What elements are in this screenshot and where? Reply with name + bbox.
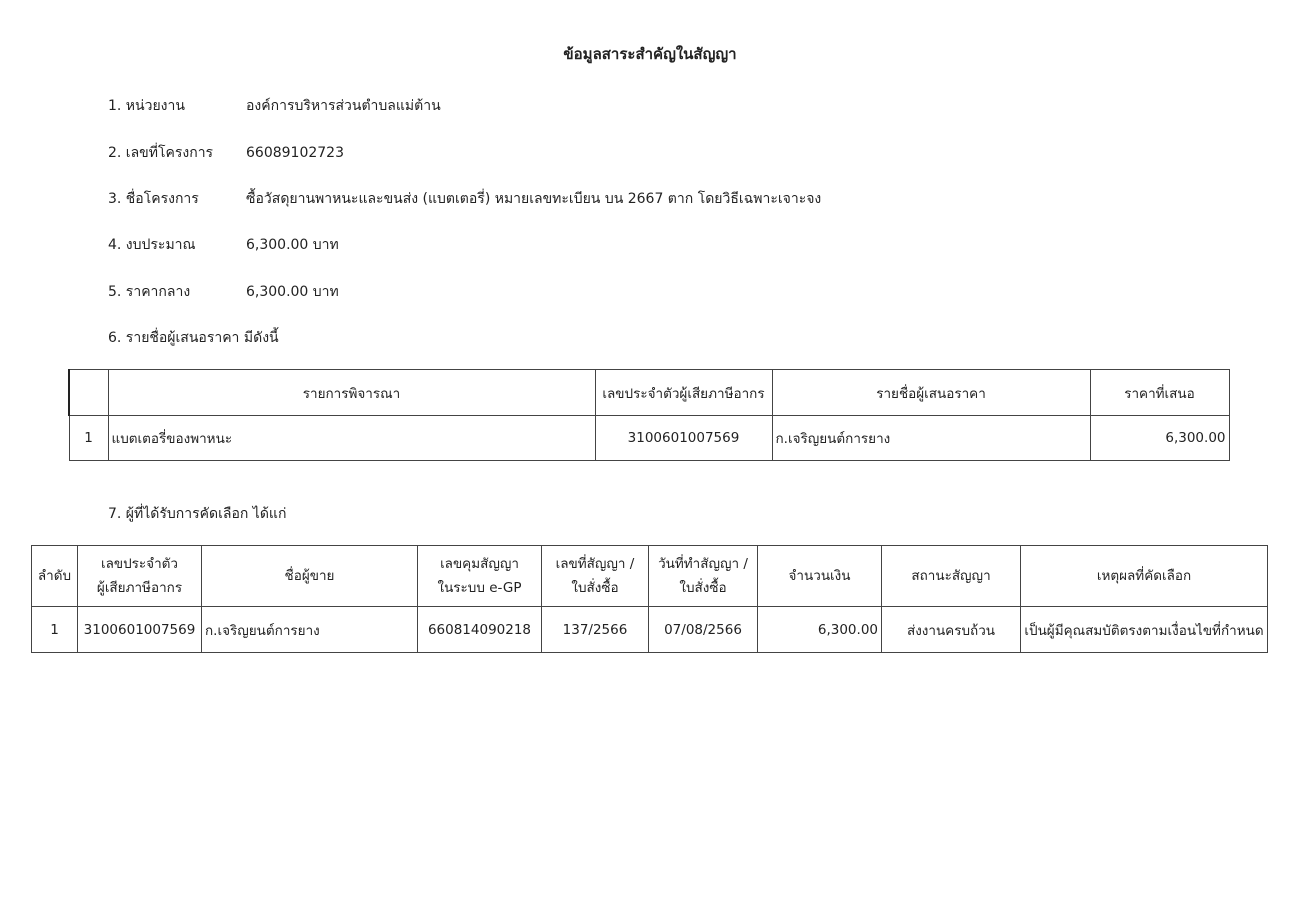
table-header-row (69, 370, 1229, 416)
info-value: ซื้อวัสดุยานพาหนะและขนส่ง (แบตเตอรี่) หมายเลขทะเบียน บน 2667 ตาก โดยวิธีเฉพาะเจาะจง (246, 191, 822, 207)
cell-order: 1 (32, 607, 78, 653)
column-header-control-no (418, 546, 542, 607)
cell-price: 6,300.00 (1090, 416, 1229, 461)
info-label: 4. งบประมาณ (108, 237, 196, 253)
column-header-order: ลำดับ (32, 546, 78, 607)
document-title: ข้อมูลสาระสำคัญในสัญญา (563, 45, 737, 63)
bidders-table (68, 369, 1230, 461)
header-line: วันที่ทำสัญญา / (658, 556, 748, 572)
bidders-section-label: 6. รายชื่อผู้เสนอราคา มีดังนี้ (108, 330, 279, 346)
table-header-row (32, 546, 1268, 607)
table-row (32, 607, 1268, 653)
info-label: 5. ราคากลาง (108, 284, 191, 300)
column-header-reason: เหตุผลที่คัดเลือก (1021, 546, 1268, 607)
cell-index: 1 (69, 416, 108, 461)
column-header-tax-id: เลขประจำตัวผู้เสียภาษีอากร (595, 370, 772, 416)
info-value: 66089102723 (246, 145, 344, 161)
selected-section-label: 7. ผู้ที่ได้รับการคัดเลือก ได้แก่ (108, 506, 287, 522)
column-header-contract-date (649, 546, 758, 607)
info-value: องค์การบริหารส่วนตำบลแม่ต้าน (246, 98, 441, 114)
header-line: ใบสั่งซื้อ (679, 580, 727, 596)
cell-control-no: 660814090218 (418, 607, 542, 653)
cell-seller: ก.เจริญยนต์การยาง (202, 607, 418, 653)
header-line: เลขคุมสัญญา (440, 556, 519, 572)
header-line: ใบสั่งซื้อ (571, 580, 619, 596)
info-label: 2. เลขที่โครงการ (108, 145, 214, 161)
info-value: 6,300.00 บาท (246, 284, 339, 300)
info-value: 6,300.00 บาท (246, 237, 339, 253)
info-label: 1. หน่วยงาน (108, 98, 185, 114)
column-header-index (69, 370, 108, 416)
info-label: 3. ชื่อโครงการ (108, 191, 199, 207)
column-header-contract-no (542, 546, 649, 607)
column-header-item: รายการพิจารณา (108, 370, 595, 416)
column-header-bidder: รายชื่อผู้เสนอราคา (772, 370, 1090, 416)
cell-amount: 6,300.00 (758, 607, 882, 653)
cell-reason: เป็นผู้มีคุณสมบัติตรงตามเงื่อนไขที่กำหนด (1021, 607, 1268, 653)
cell-bidder: ก.เจริญยนต์การยาง (772, 416, 1090, 461)
column-header-tax-id (78, 546, 202, 607)
column-header-price: ราคาที่เสนอ (1090, 370, 1229, 416)
header-line: เลขประจำตัว (100, 556, 179, 572)
cell-tax-id: 3100601007569 (78, 607, 202, 653)
table-row (69, 416, 1229, 461)
cell-contract-date: 07/08/2566 (649, 607, 758, 653)
cell-status: ส่งงานครบถ้วน (882, 607, 1021, 653)
header-line: ผู้เสียภาษีอากร (96, 580, 183, 596)
column-header-seller: ชื่อผู้ขาย (202, 546, 418, 607)
cell-tax-id: 3100601007569 (595, 416, 772, 461)
selected-vendor-table (31, 545, 1268, 653)
column-header-amount: จำนวนเงิน (758, 546, 882, 607)
header-line: เลขที่สัญญา / (555, 556, 635, 572)
header-line: ในระบบ e-GP (437, 580, 522, 596)
cell-item: แบตเตอรี่ของพาหนะ (108, 416, 595, 461)
cell-contract-no: 137/2566 (542, 607, 649, 653)
column-header-status: สถานะสัญญา (882, 546, 1021, 607)
